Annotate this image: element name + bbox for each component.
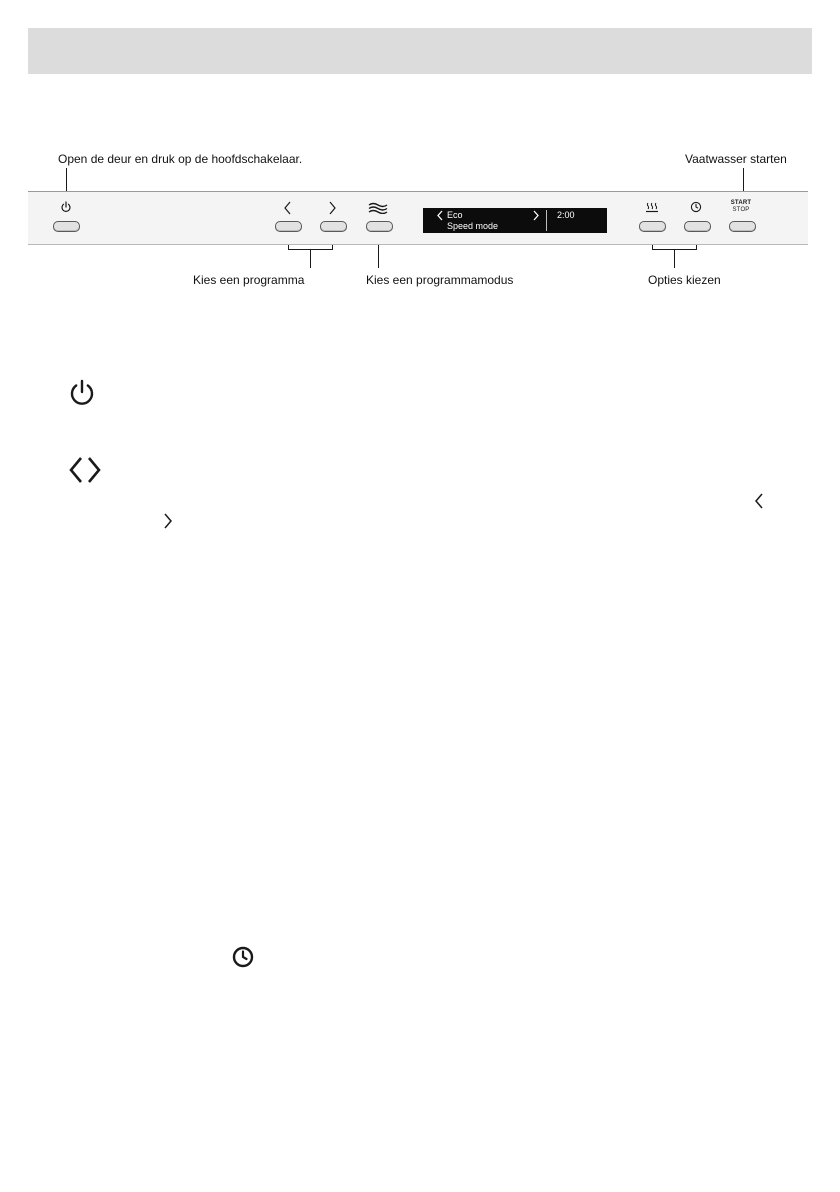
start-label: START xyxy=(730,200,752,206)
display-chevron-right-icon xyxy=(532,210,540,221)
display-mode: Speed mode xyxy=(447,221,499,231)
display-separator xyxy=(546,210,547,231)
chevron-right-icon xyxy=(327,201,337,215)
power-icon xyxy=(60,201,72,213)
drying-icon xyxy=(645,201,659,214)
control-panel xyxy=(28,191,808,245)
program-mode-button[interactable] xyxy=(366,221,393,232)
section-header-bar xyxy=(28,28,812,74)
prev-next-icon-large xyxy=(68,455,102,485)
display-time: 2:00 xyxy=(557,210,575,220)
callout-choose-options: Opties kiezen xyxy=(648,273,721,287)
chevron-right-icon-inline xyxy=(161,512,175,530)
timer-option-button[interactable] xyxy=(684,221,711,232)
clock-icon-inline xyxy=(231,945,255,969)
start-stop-button[interactable] xyxy=(729,221,756,232)
power-icon-large xyxy=(67,378,97,408)
callout-choose-mode: Kies een programmamodus xyxy=(366,273,514,287)
display-program: Eco xyxy=(447,210,463,220)
chevron-left-icon xyxy=(283,201,293,215)
stop-label: STOP xyxy=(732,207,750,213)
program-mode-icon xyxy=(367,202,389,214)
callout-main-switch: Open de deur en druk op de hoofdschakelaar. xyxy=(58,152,303,166)
chevron-left-icon-inline xyxy=(752,492,766,510)
clock-icon xyxy=(690,201,702,213)
start-stop-label xyxy=(730,200,752,214)
callout-start: Vaatwasser starten xyxy=(685,152,787,166)
display-chevron-left-icon xyxy=(436,210,444,221)
power-button[interactable] xyxy=(53,221,80,232)
program-next-button[interactable] xyxy=(320,221,347,232)
bracket-program-stem xyxy=(310,249,311,268)
program-prev-button[interactable] xyxy=(275,221,302,232)
drying-option-button[interactable] xyxy=(639,221,666,232)
program-display xyxy=(423,208,607,233)
callout-choose-program: Kies een programma xyxy=(193,273,305,287)
bracket-options-stem xyxy=(674,249,675,268)
